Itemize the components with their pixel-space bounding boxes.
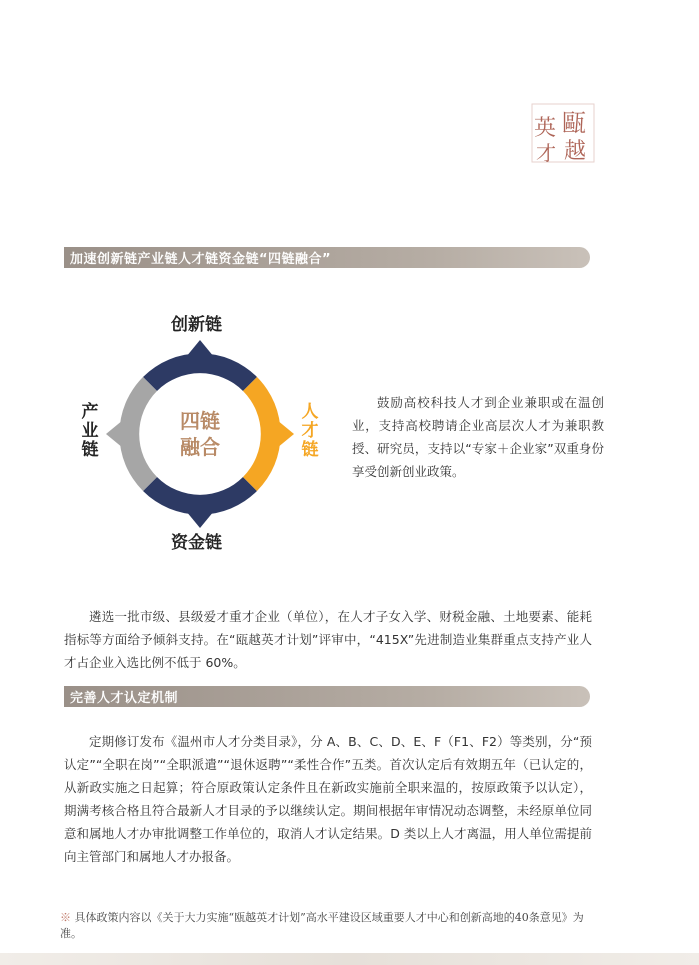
- talent-chain-paragraph: 鼓励高校科技人才到企业兼职或在温创业，支持高校聘请企业高层次人才为兼职教授、研究员，支持以“专家＋企业家”双重身份享受创新创业政策。: [352, 394, 604, 479]
- four-chain-diagram: [70, 300, 340, 560]
- svg-text:越: 越: [564, 139, 587, 164]
- section-title: 加速创新链产业链人才链资金链“四链融合”: [70, 252, 332, 267]
- section-header-four-chains: [64, 247, 590, 268]
- center-line-1: 四链: [180, 409, 220, 433]
- recognition-mechanism-paragraph: 定期修订发布《温州市人才分类目录》，分 A、B、C、D、E、F（F1、F2）等类别，分“预认定”“全职在岗”“全职派遣”“退休返聘”“柔性合作”五类。首次认定后有效期五年（已认定的，从新政实施之日起算；符合原政策认定条件且在新政实施前全职来温的，按原政策予以认定），期满考核合格且符合最新人才目录的予以继续认定。期间根据年审情况动态调整，未经原单位同意和属地人才办审批调整工作单位的，取消人才认定结果。D 类以上人才离温，用人单位需提前向主管部门和属地人才办报备。: [64, 733, 592, 864]
- footnote-text: 具体政策内容以《关于大力实施“瓯越英才计划”高水平建设区域重要人才中心和创新高地的40条意见》为准。: [60, 911, 584, 940]
- label-industry-chain: 产 业 链: [81, 402, 99, 460]
- bottom-decoration: [0, 953, 699, 965]
- arrow-bottom-icon: [186, 511, 214, 528]
- svg-text:英: 英: [534, 116, 557, 141]
- footnote: [60, 910, 600, 942]
- arrow-top-icon: [186, 340, 214, 357]
- arrow-right-icon: [277, 420, 294, 448]
- section-header-talent-recognition: [64, 686, 590, 707]
- section-title: 完善人才认定机制: [70, 691, 179, 706]
- center-label: [170, 408, 230, 460]
- label-capital-chain: 资金链: [171, 533, 222, 553]
- footnote-mark: ※: [60, 911, 71, 924]
- label-talent-chain: 人 才 链: [301, 402, 319, 460]
- center-line-2: 融合: [180, 435, 220, 459]
- svg-text:甌: 甌: [562, 109, 586, 137]
- label-innovation-chain: 创新链: [171, 315, 222, 335]
- arrow-left-icon: [106, 420, 123, 448]
- svg-text:才: 才: [536, 141, 556, 164]
- ouyue-yingcai-seal-logo: [530, 102, 596, 164]
- enterprise-support-paragraph: 遴选一批市级、县级爱才重才企业（单位），在人才子女入学、财税金融、土地要素、能耗指标等方面给予倾斜支持。在“瓯越英才计划”评审中，“415X”先进制造业集群重点支持产业人才占企业入选比例不低于 60%。: [64, 608, 592, 670]
